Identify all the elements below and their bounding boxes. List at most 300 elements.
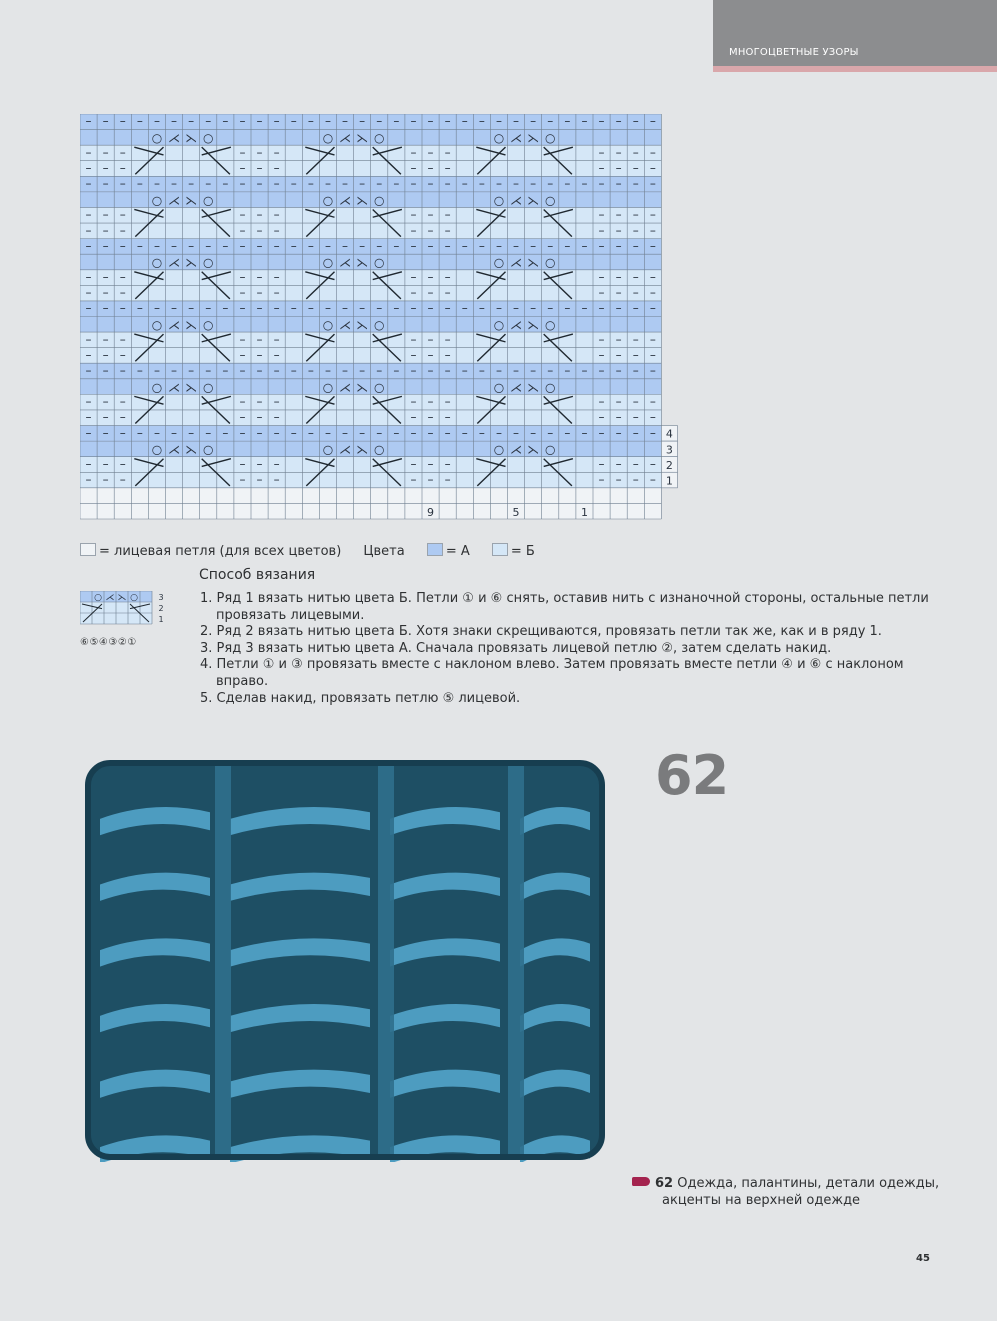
- motif-symbol: ⋌: [339, 317, 352, 332]
- swatch-cable-ridge: [508, 765, 524, 1155]
- column-number: 9: [427, 505, 435, 519]
- knitting-chart: [80, 114, 680, 534]
- header-accent-stripe: [713, 66, 997, 72]
- colors-legend-label: Цвета: [363, 544, 405, 559]
- purl-symbol: –: [256, 238, 263, 253]
- purl-symbol: –: [615, 332, 622, 347]
- purl-symbol: –: [273, 207, 280, 222]
- purl-symbol: –: [632, 207, 639, 222]
- purl-symbol: –: [393, 114, 400, 129]
- purl-symbol: –: [410, 347, 417, 362]
- motif-symbol: ○: [493, 442, 505, 457]
- motif-symbol: ○: [374, 380, 385, 395]
- purl-symbol: –: [632, 301, 639, 316]
- motif-symbol: ○: [151, 442, 163, 457]
- purl-symbol: –: [427, 145, 434, 160]
- purl-symbol: –: [342, 114, 349, 129]
- purl-symbol: –: [598, 363, 605, 378]
- purl-symbol: –: [632, 160, 639, 175]
- purl-symbol: –: [393, 363, 400, 378]
- purl-symbol: –: [239, 114, 246, 129]
- purl-symbol: –: [342, 301, 349, 316]
- purl-symbol: –: [256, 301, 263, 316]
- purl-symbol: –: [153, 363, 160, 378]
- purl-symbol: –: [119, 456, 126, 471]
- knit-legend-label: = лицевая петля (для всех цветов): [99, 544, 342, 559]
- purl-symbol: –: [102, 472, 109, 487]
- purl-symbol: –: [342, 425, 349, 440]
- purl-symbol: –: [239, 285, 246, 300]
- purl-symbol: –: [359, 301, 366, 316]
- purl-symbol: –: [256, 425, 263, 440]
- purl-symbol: –: [615, 223, 622, 238]
- purl-symbol: –: [444, 394, 451, 409]
- purl-symbol: –: [632, 285, 639, 300]
- purl-symbol: –: [205, 425, 212, 440]
- motif-symbol: ⋋: [185, 255, 198, 270]
- purl-symbol: –: [427, 425, 434, 440]
- purl-symbol: –: [119, 145, 126, 160]
- motif-symbol: ○: [203, 442, 214, 457]
- purl-symbol: –: [102, 363, 109, 378]
- purl-symbol: –: [376, 301, 383, 316]
- purl-symbol: –: [444, 347, 451, 362]
- purl-symbol: –: [393, 425, 400, 440]
- purl-symbol: –: [410, 160, 417, 175]
- purl-symbol: –: [85, 207, 92, 222]
- purl-symbol: –: [581, 301, 588, 316]
- motif-symbol: ○: [322, 442, 334, 457]
- purl-symbol: –: [239, 145, 246, 160]
- mini-row-number: 2: [158, 603, 164, 613]
- purl-symbol: –: [359, 114, 366, 129]
- purl-symbol: –: [615, 363, 622, 378]
- purl-symbol: –: [649, 176, 656, 191]
- purl-symbol: –: [273, 332, 280, 347]
- purl-symbol: –: [119, 176, 126, 191]
- motif-symbol: ⋋: [527, 193, 540, 208]
- motif-symbol: ⋋: [527, 442, 540, 457]
- purl-symbol: –: [444, 363, 451, 378]
- purl-symbol: –: [153, 114, 160, 129]
- purl-symbol: –: [598, 114, 605, 129]
- purl-symbol: –: [119, 394, 126, 409]
- purl-symbol: –: [632, 332, 639, 347]
- purl-symbol: –: [342, 176, 349, 191]
- purl-symbol: –: [615, 456, 622, 471]
- purl-symbol: –: [273, 410, 280, 425]
- motif-symbol: ⋋: [185, 131, 198, 146]
- purl-symbol: –: [239, 301, 246, 316]
- method-steps: [200, 591, 930, 707]
- purl-symbol: –: [239, 394, 246, 409]
- mini-motif-symbol: ○: [130, 593, 138, 604]
- motif-symbol: ○: [322, 193, 334, 208]
- color-a-swatch: [427, 543, 443, 556]
- purl-symbol: –: [290, 176, 297, 191]
- purl-symbol: –: [239, 223, 246, 238]
- purl-symbol: –: [307, 301, 314, 316]
- purl-symbol: –: [598, 456, 605, 471]
- purl-symbol: –: [205, 176, 212, 191]
- purl-symbol: –: [649, 207, 656, 222]
- purl-symbol: –: [427, 347, 434, 362]
- purl-symbol: –: [273, 145, 280, 160]
- row-number: 2: [665, 458, 673, 472]
- motif-symbol: ⋌: [510, 317, 523, 332]
- purl-symbol: –: [119, 425, 126, 440]
- motif-symbol: ⋌: [510, 193, 523, 208]
- purl-symbol: –: [205, 301, 212, 316]
- purl-symbol: –: [290, 363, 297, 378]
- purl-symbol: –: [427, 238, 434, 253]
- purl-symbol: –: [119, 285, 126, 300]
- motif-symbol: ⋌: [510, 255, 523, 270]
- purl-symbol: –: [171, 425, 178, 440]
- purl-symbol: –: [342, 363, 349, 378]
- purl-symbol: –: [478, 425, 485, 440]
- step-2: 2. Ряд 2 вязать нитью цвета Б. Хотя знаки скрещиваются, провязать петли так же, как и в ряду 1.: [200, 624, 882, 640]
- purl-symbol: –: [256, 472, 263, 487]
- motif-symbol: ○: [203, 131, 214, 146]
- purl-symbol: –: [649, 301, 656, 316]
- mini-row-number: 3: [158, 592, 164, 602]
- motif-symbol: ⋋: [185, 317, 198, 332]
- purl-symbol: –: [513, 363, 520, 378]
- purl-symbol: –: [153, 301, 160, 316]
- purl-symbol: –: [171, 363, 178, 378]
- purl-symbol: –: [188, 114, 195, 129]
- purl-symbol: –: [188, 301, 195, 316]
- purl-symbol: –: [102, 285, 109, 300]
- caption-line-2: акценты на верхней одежде: [662, 1193, 861, 1208]
- motif-symbol: ○: [493, 317, 505, 332]
- purl-symbol: –: [85, 301, 92, 316]
- purl-symbol: –: [632, 145, 639, 160]
- purl-symbol: –: [256, 363, 263, 378]
- purl-symbol: –: [85, 223, 92, 238]
- purl-symbol: –: [444, 269, 451, 284]
- purl-symbol: –: [393, 176, 400, 191]
- chart-legend: [80, 543, 553, 559]
- purl-symbol: –: [256, 332, 263, 347]
- motif-symbol: ○: [493, 255, 505, 270]
- motif-symbol: ○: [493, 380, 505, 395]
- purl-symbol: –: [530, 363, 537, 378]
- purl-symbol: –: [615, 145, 622, 160]
- purl-symbol: –: [119, 363, 126, 378]
- purl-symbol: –: [444, 301, 451, 316]
- purl-symbol: –: [102, 223, 109, 238]
- purl-symbol: –: [598, 301, 605, 316]
- motif-symbol: ⋌: [168, 131, 181, 146]
- purl-symbol: –: [85, 363, 92, 378]
- purl-symbol: –: [239, 207, 246, 222]
- purl-symbol: –: [427, 207, 434, 222]
- purl-symbol: –: [444, 160, 451, 175]
- purl-symbol: –: [85, 238, 92, 253]
- purl-symbol: –: [598, 394, 605, 409]
- purl-symbol: –: [256, 207, 263, 222]
- purl-symbol: –: [495, 176, 502, 191]
- purl-symbol: –: [376, 114, 383, 129]
- motif-symbol: ○: [322, 131, 334, 146]
- purl-symbol: –: [410, 176, 417, 191]
- purl-symbol: –: [102, 238, 109, 253]
- purl-symbol: –: [444, 285, 451, 300]
- purl-symbol: –: [461, 425, 468, 440]
- purl-symbol: –: [581, 425, 588, 440]
- purl-symbol: –: [598, 410, 605, 425]
- purl-symbol: –: [136, 363, 143, 378]
- purl-symbol: –: [444, 410, 451, 425]
- purl-symbol: –: [410, 285, 417, 300]
- purl-symbol: –: [444, 223, 451, 238]
- purl-symbol: –: [222, 301, 229, 316]
- purl-symbol: –: [273, 472, 280, 487]
- motif-symbol: ○: [322, 380, 334, 395]
- purl-symbol: –: [444, 207, 451, 222]
- purl-symbol: –: [410, 114, 417, 129]
- purl-symbol: –: [239, 160, 246, 175]
- purl-symbol: –: [478, 114, 485, 129]
- purl-symbol: –: [410, 269, 417, 284]
- purl-symbol: –: [410, 410, 417, 425]
- purl-symbol: –: [85, 410, 92, 425]
- purl-symbol: –: [102, 269, 109, 284]
- purl-symbol: –: [119, 472, 126, 487]
- purl-symbol: –: [256, 347, 263, 362]
- motif-symbol: ○: [151, 131, 163, 146]
- purl-symbol: –: [632, 425, 639, 440]
- step-4: 4. Петли ① и ③ провязать вместе с наклоном влево. Затем провязать вместе петли ④ и ⑥ с наклоном вправо.: [200, 657, 904, 689]
- purl-symbol: –: [256, 456, 263, 471]
- purl-symbol: –: [119, 347, 126, 362]
- purl-symbol: –: [649, 472, 656, 487]
- purl-symbol: –: [649, 456, 656, 471]
- mini-row-number: 1: [158, 614, 164, 624]
- row-number: 4: [665, 427, 673, 441]
- purl-symbol: –: [461, 301, 468, 316]
- purl-symbol: –: [102, 160, 109, 175]
- purl-symbol: –: [273, 301, 280, 316]
- purl-symbol: –: [273, 347, 280, 362]
- color-b-label: = Б: [510, 544, 535, 559]
- purl-symbol: –: [359, 425, 366, 440]
- purl-symbol: –: [581, 363, 588, 378]
- motif-symbol: ○: [203, 317, 214, 332]
- purl-symbol: –: [632, 223, 639, 238]
- pattern-number: 62: [655, 744, 729, 807]
- purl-symbol: –: [461, 114, 468, 129]
- purl-symbol: –: [615, 269, 622, 284]
- purl-symbol: –: [427, 285, 434, 300]
- purl-symbol: –: [598, 223, 605, 238]
- purl-symbol: –: [85, 114, 92, 129]
- purl-symbol: –: [478, 176, 485, 191]
- purl-symbol: –: [444, 472, 451, 487]
- purl-symbol: –: [171, 238, 178, 253]
- motif-symbol: ⋋: [356, 442, 369, 457]
- purl-symbol: –: [324, 114, 331, 129]
- section-header-tab: [713, 0, 997, 72]
- motif-symbol: ○: [374, 193, 385, 208]
- purl-symbol: –: [239, 472, 246, 487]
- purl-symbol: –: [85, 394, 92, 409]
- purl-symbol: –: [410, 456, 417, 471]
- motif-symbol: ○: [545, 255, 556, 270]
- purl-symbol: –: [632, 456, 639, 471]
- purl-symbol: –: [649, 332, 656, 347]
- purl-symbol: –: [273, 394, 280, 409]
- purl-symbol: –: [171, 176, 178, 191]
- purl-symbol: –: [564, 238, 571, 253]
- purl-symbol: –: [359, 363, 366, 378]
- motif-symbol: ○: [151, 255, 163, 270]
- pointing-hand-icon: [632, 1177, 650, 1186]
- knitted-swatch-photo: [80, 757, 610, 1162]
- purl-symbol: –: [239, 363, 246, 378]
- purl-symbol: –: [581, 114, 588, 129]
- motif-symbol: ⋌: [510, 442, 523, 457]
- purl-symbol: –: [119, 238, 126, 253]
- purl-symbol: –: [307, 238, 314, 253]
- purl-symbol: –: [153, 238, 160, 253]
- mini-motif-symbol: ⋋: [117, 593, 127, 604]
- purl-symbol: –: [649, 285, 656, 300]
- purl-symbol: –: [188, 238, 195, 253]
- motif-symbol: ○: [151, 193, 163, 208]
- motif-symbol: ⋋: [527, 380, 540, 395]
- purl-symbol: –: [136, 176, 143, 191]
- mini-motif-symbol: ⋌: [105, 593, 115, 604]
- purl-symbol: –: [649, 269, 656, 284]
- knit-swatch: [80, 543, 96, 556]
- purl-symbol: –: [85, 425, 92, 440]
- purl-symbol: –: [461, 363, 468, 378]
- purl-symbol: –: [102, 114, 109, 129]
- purl-symbol: –: [478, 363, 485, 378]
- purl-symbol: –: [273, 176, 280, 191]
- purl-symbol: –: [564, 176, 571, 191]
- motif-symbol: ⋋: [527, 255, 540, 270]
- caption-line-1: Одежда, палантины, детали одежды,: [677, 1176, 940, 1191]
- purl-symbol: –: [598, 269, 605, 284]
- purl-symbol: –: [513, 176, 520, 191]
- purl-symbol: –: [598, 145, 605, 160]
- method-title: Способ вязания: [199, 567, 316, 583]
- purl-symbol: –: [136, 425, 143, 440]
- purl-symbol: –: [581, 238, 588, 253]
- purl-symbol: –: [222, 176, 229, 191]
- purl-symbol: –: [547, 425, 554, 440]
- purl-symbol: –: [649, 223, 656, 238]
- purl-symbol: –: [136, 114, 143, 129]
- purl-symbol: –: [564, 425, 571, 440]
- purl-symbol: –: [530, 114, 537, 129]
- purl-symbol: –: [188, 425, 195, 440]
- purl-symbol: –: [239, 410, 246, 425]
- purl-symbol: –: [376, 176, 383, 191]
- purl-symbol: –: [427, 176, 434, 191]
- row-number: 1: [665, 474, 673, 488]
- pattern-caption: [632, 1175, 939, 1209]
- motif-symbol: ⋌: [168, 193, 181, 208]
- purl-symbol: –: [102, 176, 109, 191]
- motif-symbol: ○: [203, 255, 214, 270]
- purl-symbol: –: [85, 456, 92, 471]
- purl-symbol: –: [598, 472, 605, 487]
- purl-symbol: –: [649, 410, 656, 425]
- purl-symbol: –: [256, 269, 263, 284]
- purl-symbol: –: [290, 425, 297, 440]
- purl-symbol: –: [649, 145, 656, 160]
- purl-symbol: –: [153, 176, 160, 191]
- motif-symbol: ⋋: [185, 442, 198, 457]
- purl-symbol: –: [290, 114, 297, 129]
- purl-symbol: –: [410, 332, 417, 347]
- motif-symbol: ⋌: [339, 255, 352, 270]
- purl-symbol: –: [478, 238, 485, 253]
- purl-symbol: –: [256, 145, 263, 160]
- motif-symbol: ⋌: [168, 255, 181, 270]
- purl-symbol: –: [393, 301, 400, 316]
- purl-symbol: –: [632, 394, 639, 409]
- purl-symbol: –: [410, 238, 417, 253]
- purl-symbol: –: [239, 332, 246, 347]
- purl-symbol: –: [615, 410, 622, 425]
- motif-symbol: ○: [374, 442, 385, 457]
- purl-symbol: –: [102, 207, 109, 222]
- purl-symbol: –: [136, 301, 143, 316]
- purl-symbol: –: [615, 160, 622, 175]
- purl-symbol: –: [324, 301, 331, 316]
- caption-number: 62: [655, 1176, 674, 1191]
- section-title: МНОГОЦВЕТНЫЕ УЗОРЫ: [729, 47, 859, 58]
- purl-symbol: –: [290, 238, 297, 253]
- purl-symbol: –: [290, 301, 297, 316]
- motif-symbol: ○: [493, 131, 505, 146]
- purl-symbol: –: [581, 176, 588, 191]
- motif-symbol: ○: [545, 380, 556, 395]
- purl-symbol: –: [85, 145, 92, 160]
- purl-symbol: –: [598, 207, 605, 222]
- purl-symbol: –: [85, 285, 92, 300]
- purl-symbol: –: [598, 160, 605, 175]
- motif-symbol: ○: [374, 131, 385, 146]
- purl-symbol: –: [273, 223, 280, 238]
- purl-symbol: –: [564, 301, 571, 316]
- purl-symbol: –: [85, 160, 92, 175]
- purl-symbol: –: [239, 347, 246, 362]
- motif-symbol: ○: [151, 317, 163, 332]
- purl-symbol: –: [205, 363, 212, 378]
- purl-symbol: –: [547, 363, 554, 378]
- purl-symbol: –: [222, 114, 229, 129]
- purl-symbol: –: [171, 114, 178, 129]
- purl-symbol: –: [427, 114, 434, 129]
- purl-symbol: –: [427, 301, 434, 316]
- purl-symbol: –: [324, 425, 331, 440]
- purl-symbol: –: [427, 472, 434, 487]
- purl-symbol: –: [307, 176, 314, 191]
- purl-symbol: –: [102, 332, 109, 347]
- purl-symbol: –: [273, 425, 280, 440]
- mini-motif-symbol: ○: [94, 593, 102, 604]
- purl-symbol: –: [444, 456, 451, 471]
- purl-symbol: –: [649, 347, 656, 362]
- purl-symbol: –: [85, 472, 92, 487]
